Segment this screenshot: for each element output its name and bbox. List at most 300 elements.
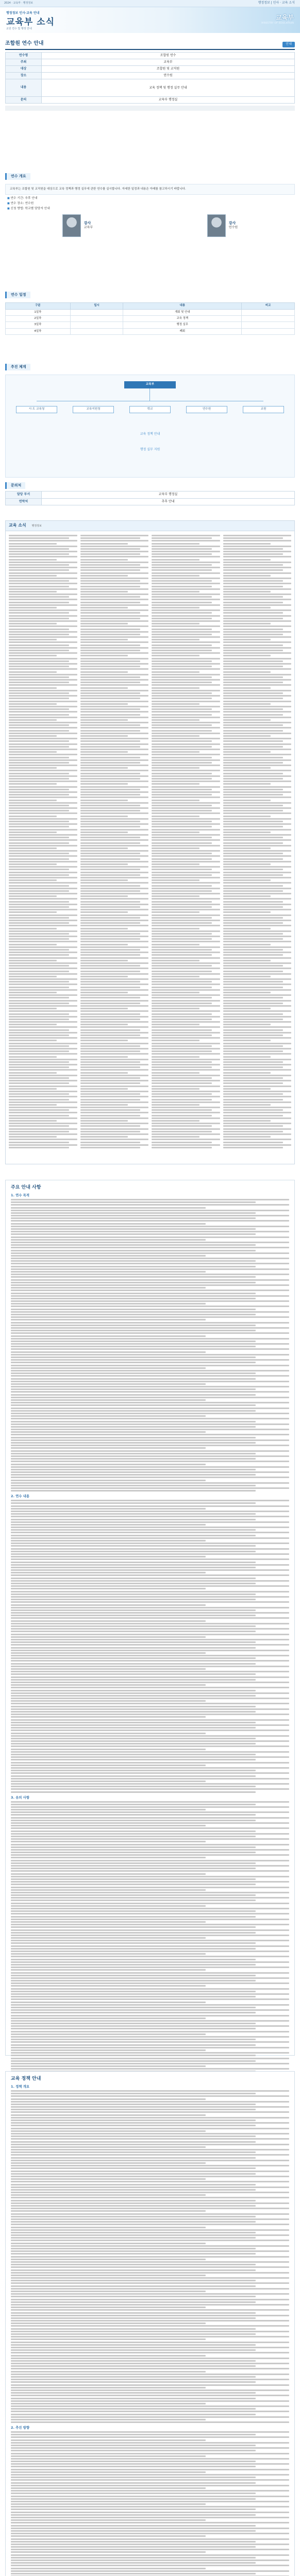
kv-value: 교육부 행정실 <box>42 492 295 498</box>
text-line <box>80 928 128 929</box>
text-line <box>11 2036 289 2038</box>
text-line <box>11 1421 256 1422</box>
text-line <box>9 954 69 956</box>
text-line <box>152 578 220 579</box>
text-line <box>11 1220 289 1222</box>
text-line <box>9 810 69 811</box>
text-line <box>80 984 149 985</box>
text-line <box>9 1136 57 1138</box>
text-line <box>80 751 128 753</box>
text-line <box>11 1442 256 1444</box>
text-line <box>80 842 141 844</box>
text-line <box>223 618 284 619</box>
text-line <box>11 1980 256 1981</box>
text-line <box>223 882 292 884</box>
text-line <box>11 1201 256 1203</box>
text-line <box>152 738 220 739</box>
table-row <box>6 322 295 328</box>
text-line <box>11 2512 289 2513</box>
text-line <box>223 1069 292 1071</box>
text-line <box>223 540 292 541</box>
text-line <box>11 1482 289 1484</box>
text-line <box>11 1932 256 1934</box>
text-line <box>9 1120 57 1122</box>
text-line <box>152 586 212 587</box>
info-table <box>5 491 295 505</box>
text-line <box>152 714 212 716</box>
text-line <box>11 2240 289 2241</box>
text-line <box>223 1147 284 1148</box>
text-line <box>152 1056 199 1058</box>
text-line <box>223 1040 271 1041</box>
text-line <box>11 2482 256 2484</box>
text-line <box>11 1236 289 1238</box>
diagram-node: 교원 <box>243 406 284 413</box>
text-line <box>11 1738 256 1739</box>
text-line <box>9 743 77 745</box>
text-line <box>9 641 77 643</box>
text-line <box>223 850 292 852</box>
text-line <box>80 556 149 557</box>
text-line <box>11 1290 289 1291</box>
text-line <box>223 650 284 651</box>
text-line <box>9 719 57 721</box>
text-line <box>223 805 284 806</box>
text-line <box>9 1048 77 1049</box>
text-line <box>11 1500 289 1501</box>
text-line <box>9 1125 69 1127</box>
text-line <box>9 668 77 670</box>
text-line <box>11 2216 256 2217</box>
kv-key: 내용 <box>6 79 42 96</box>
text-line <box>11 1745 289 1747</box>
text-line <box>80 976 128 977</box>
text-line <box>152 722 220 723</box>
text-line <box>80 562 149 563</box>
text-line <box>80 1069 149 1071</box>
table-row <box>6 492 295 498</box>
text-line <box>152 1072 199 1074</box>
text-line <box>80 578 149 579</box>
text-line <box>223 537 284 539</box>
text-line <box>80 938 141 940</box>
text-line <box>11 1413 289 1414</box>
person-name: 강사 <box>84 221 91 226</box>
text-line <box>9 658 77 659</box>
text-line <box>9 602 69 603</box>
text-line <box>223 639 271 640</box>
table-row <box>6 72 295 79</box>
text-line <box>11 2261 289 2263</box>
text-line <box>152 952 220 953</box>
text-line <box>11 2416 289 2418</box>
text-line <box>152 569 212 571</box>
text-line <box>80 548 141 550</box>
text-line <box>152 698 212 699</box>
text-line <box>223 641 292 643</box>
text-line <box>223 890 284 892</box>
portrait-photo <box>207 214 226 237</box>
text-line <box>11 2461 256 2462</box>
text-line <box>9 978 77 980</box>
text-line <box>152 543 199 545</box>
text-line <box>11 1551 256 1552</box>
text-line <box>152 762 212 764</box>
text-line <box>9 1088 57 1090</box>
text-line <box>9 1013 69 1015</box>
text-line <box>152 994 220 996</box>
text-line <box>223 914 292 916</box>
text-line <box>223 652 292 654</box>
kv-value: 교육부 행정실 <box>42 96 295 103</box>
text-line <box>11 1319 206 1320</box>
column-header: 내용 <box>123 303 242 309</box>
text-line <box>152 1010 220 1012</box>
text-line <box>9 559 57 561</box>
text-line <box>80 746 141 748</box>
text-line <box>80 1019 141 1020</box>
text-line <box>80 1056 128 1058</box>
text-line <box>152 816 199 817</box>
diagram-center-node: 교육부 <box>124 381 176 388</box>
text-line <box>152 781 220 782</box>
top-strip-right: 행정정보 | 인사 · 교육 소식 <box>258 1 295 5</box>
text-line <box>9 548 69 550</box>
text-line <box>9 636 77 638</box>
text-line <box>11 2202 289 2204</box>
logo-ko: 교육부 <box>276 14 294 21</box>
text-line <box>223 895 271 897</box>
text-line <box>223 1133 292 1135</box>
text-line <box>152 1019 212 1020</box>
text-line <box>223 655 271 656</box>
text-line <box>152 631 220 633</box>
text-line <box>9 997 69 998</box>
text-line <box>11 2259 206 2260</box>
text-line <box>80 800 128 801</box>
text-line <box>80 778 141 779</box>
table-cell <box>70 328 123 334</box>
text-line <box>11 1266 256 1267</box>
text-line <box>152 1093 212 1095</box>
text-line <box>80 920 149 921</box>
text-line <box>80 816 128 817</box>
text-line <box>223 634 284 635</box>
text-line <box>152 588 220 590</box>
text-line <box>80 796 149 798</box>
text-line <box>11 2133 289 2134</box>
text-line <box>80 1075 149 1076</box>
text-line <box>152 909 220 910</box>
text-line <box>11 1730 289 1731</box>
text-line <box>223 711 292 713</box>
text-line <box>9 861 77 862</box>
text-line <box>152 717 220 718</box>
text-line <box>223 879 271 881</box>
table-row <box>6 309 295 315</box>
text-line <box>11 1993 289 1995</box>
text-line <box>152 869 212 870</box>
text-line <box>11 1641 256 1643</box>
text-line <box>152 682 212 683</box>
text-line <box>11 1279 289 1281</box>
text-line <box>11 1580 289 1582</box>
text-line <box>152 580 212 582</box>
text-line <box>11 1620 206 1622</box>
text-line <box>11 1402 289 1403</box>
text-line <box>11 1359 289 1361</box>
text-line <box>11 1639 289 1640</box>
text-line <box>11 1628 289 1630</box>
text-line <box>9 1053 77 1055</box>
text-line <box>11 2101 289 2103</box>
text-line <box>152 1045 212 1047</box>
text-line <box>9 791 77 793</box>
text-line <box>9 759 77 761</box>
text-line <box>223 609 292 611</box>
text-line <box>11 1365 289 1366</box>
text-line <box>80 1082 141 1084</box>
text-line <box>11 1578 256 1579</box>
text-line <box>9 1024 57 1025</box>
text-line <box>11 1862 256 1864</box>
text-line <box>11 2229 289 2231</box>
text-line <box>80 1005 149 1007</box>
kv-value: 조합원 및 교직원 <box>42 65 295 72</box>
text-line <box>152 757 212 758</box>
text-line <box>152 775 220 777</box>
text-line <box>80 794 141 795</box>
text-line <box>80 588 149 590</box>
text-line <box>80 767 128 769</box>
text-line <box>152 949 212 951</box>
text-line <box>152 987 212 988</box>
text-line <box>11 2403 206 2404</box>
text-line <box>80 674 149 675</box>
text-line <box>223 599 292 600</box>
text-line <box>9 1069 77 1071</box>
text-line <box>223 783 271 785</box>
text-line <box>9 679 77 681</box>
text-line <box>11 1998 289 2000</box>
text-line <box>80 636 149 638</box>
text-line <box>9 812 77 814</box>
text-line <box>80 855 149 857</box>
text-line <box>11 2007 256 2008</box>
text-line <box>152 968 220 969</box>
text-line <box>223 829 292 831</box>
text-line <box>9 773 69 774</box>
text-line <box>11 2554 289 2556</box>
text-line <box>80 733 149 734</box>
text-line <box>11 2192 289 2193</box>
text-line <box>11 2374 289 2375</box>
column-header: 구분 <box>6 303 71 309</box>
text-line <box>11 2519 206 2521</box>
text-line <box>223 596 284 598</box>
column-header: 비고 <box>242 303 295 309</box>
text-line <box>80 1123 149 1124</box>
text-line <box>11 2015 289 2016</box>
text-line <box>9 834 77 836</box>
text-line <box>9 767 57 769</box>
text-line <box>80 572 149 574</box>
text-line <box>11 2509 256 2510</box>
text-line <box>80 1086 149 1087</box>
text-line <box>223 645 284 646</box>
text-line <box>80 765 149 766</box>
text-line <box>9 882 77 884</box>
text-line <box>223 1131 284 1132</box>
text-line <box>11 2557 256 2558</box>
text-line <box>223 575 271 577</box>
text-line <box>11 1604 206 1606</box>
text-line <box>152 767 199 769</box>
text-line <box>9 698 69 699</box>
text-line <box>223 794 284 795</box>
text-line <box>11 1415 206 1417</box>
text-line <box>223 922 284 924</box>
text-line <box>9 1040 57 1041</box>
text-line <box>152 920 220 921</box>
text-line <box>9 890 69 892</box>
text-line <box>9 957 77 959</box>
text-line <box>11 2304 289 2306</box>
text-line <box>11 2487 206 2489</box>
text-line <box>11 2349 256 2351</box>
text-line <box>9 1147 69 1148</box>
text-line <box>11 1513 256 1515</box>
text-line <box>11 1505 289 1507</box>
table-cell <box>70 322 123 328</box>
text-line <box>223 941 292 942</box>
text-line <box>80 987 141 988</box>
text-line <box>80 848 128 849</box>
text-line <box>152 796 220 798</box>
text-line <box>80 911 128 913</box>
text-line <box>11 1817 289 1819</box>
text-line <box>80 1066 141 1068</box>
text-line <box>152 556 220 557</box>
text-line <box>9 730 69 732</box>
text-line <box>80 885 141 887</box>
text-line <box>80 1000 149 1002</box>
text-line <box>152 981 212 982</box>
news-column <box>80 534 149 1149</box>
text-line <box>80 602 141 603</box>
text-line <box>11 1801 289 1803</box>
text-line <box>9 722 77 723</box>
text-line <box>223 965 284 967</box>
text-line <box>152 1037 220 1039</box>
text-line <box>152 773 212 774</box>
kv-key: 문의 <box>6 96 42 103</box>
text-line <box>11 2411 289 2412</box>
text-line <box>11 1913 289 1914</box>
text-line <box>11 1969 206 1971</box>
text-line <box>11 1418 289 1419</box>
text-line <box>223 1026 292 1028</box>
text-line <box>223 1037 292 1039</box>
text-line <box>9 930 77 932</box>
text-line <box>11 2312 256 2314</box>
text-line <box>11 2535 206 2537</box>
text-line <box>152 962 220 964</box>
text-line <box>80 783 128 785</box>
text-line <box>223 1024 271 1025</box>
text-line <box>9 645 69 646</box>
text-line <box>11 2307 206 2308</box>
news-block <box>5 520 295 1164</box>
text-line <box>11 1487 289 1489</box>
text-line <box>152 634 212 635</box>
text-line <box>9 631 77 633</box>
text-line <box>80 1032 149 1033</box>
text-line <box>9 826 69 827</box>
article-body <box>11 1199 289 1492</box>
text-line <box>223 957 292 959</box>
kv-key: 대상 <box>6 65 42 72</box>
table-row <box>6 65 295 72</box>
text-line <box>80 1120 128 1122</box>
text-line <box>9 909 77 910</box>
text-line <box>9 572 77 574</box>
text-line <box>11 2023 256 2024</box>
text-line <box>11 2436 289 2438</box>
text-line <box>11 1250 256 1251</box>
portrait-photo <box>62 214 81 237</box>
text-line <box>152 733 220 734</box>
table-row <box>6 316 295 322</box>
text-line <box>223 821 284 822</box>
text-line <box>223 976 271 977</box>
divider <box>5 106 295 111</box>
text-line <box>152 1082 212 1084</box>
text-line <box>152 615 220 617</box>
text-line <box>11 1935 289 1936</box>
text-line <box>11 2243 206 2244</box>
text-line <box>9 671 57 673</box>
text-line <box>11 1822 289 1824</box>
page-title: 교육부 소식 <box>6 17 55 27</box>
text-line <box>80 1064 149 1065</box>
text-line <box>11 2237 256 2239</box>
text-line <box>9 802 77 804</box>
text-line <box>9 1019 69 1020</box>
text-line <box>223 695 292 697</box>
text-line <box>11 2442 289 2444</box>
text-line <box>11 1529 256 1531</box>
text-line <box>223 553 284 555</box>
text-line <box>9 960 57 961</box>
text-line <box>11 2538 289 2540</box>
text-line <box>11 2033 206 2035</box>
text-line <box>11 1609 256 1611</box>
text-line <box>223 989 292 991</box>
text-line <box>11 1722 256 1723</box>
overview-badge: 안내 <box>282 42 295 47</box>
text-line <box>152 660 212 662</box>
text-line <box>11 1276 256 1278</box>
text-line <box>80 812 149 814</box>
text-line <box>11 1335 206 1337</box>
text-line <box>152 746 212 748</box>
text-line <box>9 879 57 881</box>
text-line <box>152 1101 220 1103</box>
text-line <box>223 746 284 748</box>
text-line <box>11 1615 256 1616</box>
text-line <box>9 941 77 942</box>
